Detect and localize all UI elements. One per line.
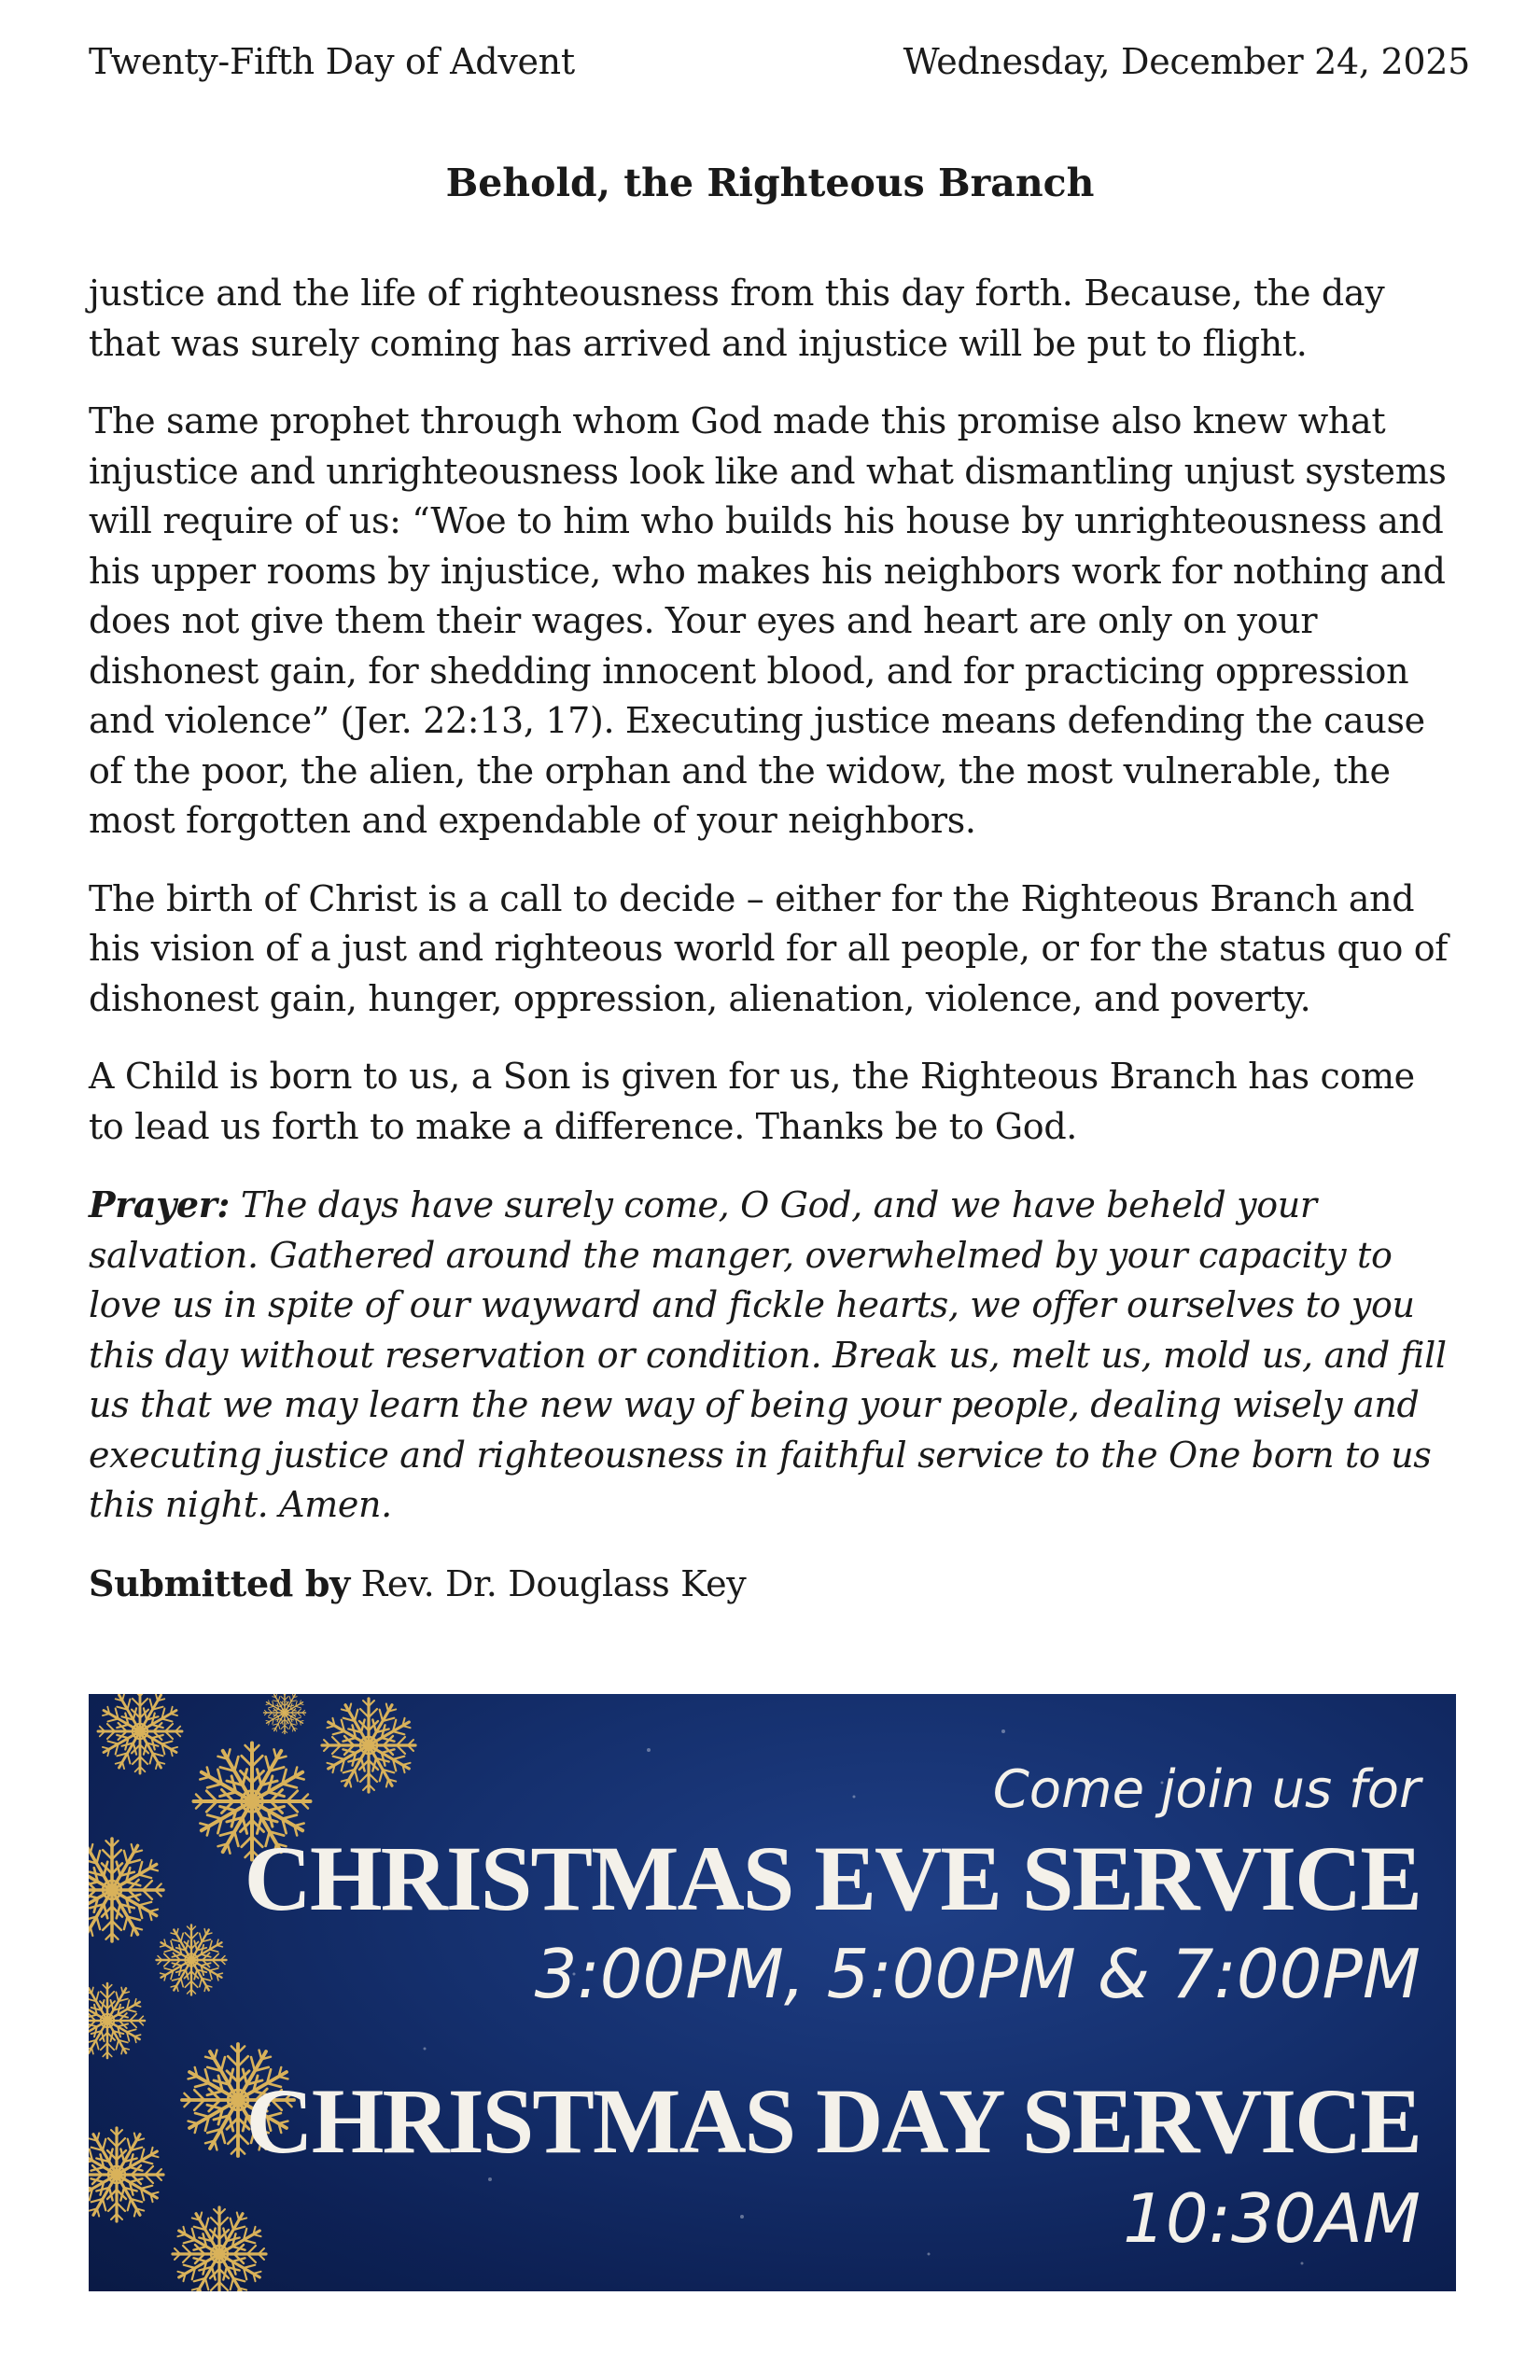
banner-intro: Come join us for — [992, 1759, 1421, 1820]
christmas-eve-times: 3:00PM, 5:00PM & 7:00PM — [534, 1935, 1421, 2013]
paragraph: justice and the life of righteousness from this day forth. Because, the day that was surely coming has arrived and injustice will be put to flight. — [89, 273, 1385, 364]
devotion-title: Behold, the Righteous Branch — [445, 161, 1095, 205]
prayer-text: The days have surely come, O God, and we have beheld your salvation. Gathered around the manger, overwhelmed by your capacity to love us in spite of our wayward and fickle hearts, we offer ourselves to you this day without reservation or condition. Break us, melt us, mold us, and fill us that we may learn the new way of being your people, dealing wisely and executing justice and righteousness in faithful service to the One born to us this night. Amen. — [89, 1184, 1447, 1525]
devotion-body — [89, 269, 1451, 1637]
page-header — [89, 41, 1470, 82]
christmas-day-title: CHRISTMAS DAY SERVICE — [245, 2069, 1421, 2173]
date-label: Wednesday, December 24, 2025 — [903, 41, 1470, 82]
christmas-service-banner — [89, 1694, 1456, 2291]
christmas-day-time: 10:30AM — [1123, 2179, 1421, 2258]
submitted-by-label: Submitted by — [89, 1561, 350, 1604]
author-name: Rev. Dr. Douglass Key — [360, 1562, 747, 1604]
advent-day-label: Twenty-Fifth Day of Advent — [89, 41, 575, 82]
paragraph: A Child is born to us, a Son is given for us, the Righteous Branch has come to lead us forth to make a difference. Thanks be to God. — [89, 1056, 1415, 1147]
paragraph: The same prophet through whom God made this promise also knew what injustice and unrighteousness look like and what dismantling unjust systems will require of us: “Woe to him who builds his house by unrighteousness and his upper rooms by injustice, who makes his neighbors work for nothing and does not give them their wages. Your eyes and heart are only on your dishonest gain, for shedding innocent blood, and for practicing oppression and violence” (Jer. 22:13, 17). Executing justice means defending the cause of the poor, the alien, the orphan and the widow, the most vulnerable, the most forgotten and expendable of your neighbors. — [89, 400, 1447, 841]
prayer — [89, 1180, 1451, 1531]
paragraph: The birth of Christ is a call to decide – either for the Righteous Branch and his vision of a just and righteous world for all people, or for the status quo of dishonest gain, hunger, oppression, alienation, violence, and poverty. — [89, 877, 1449, 1019]
submitted-by — [89, 1559, 1451, 1610]
prayer-label: Prayer: — [89, 1183, 231, 1225]
christmas-eve-title: CHRISTMAS EVE SERVICE — [244, 1827, 1421, 1930]
